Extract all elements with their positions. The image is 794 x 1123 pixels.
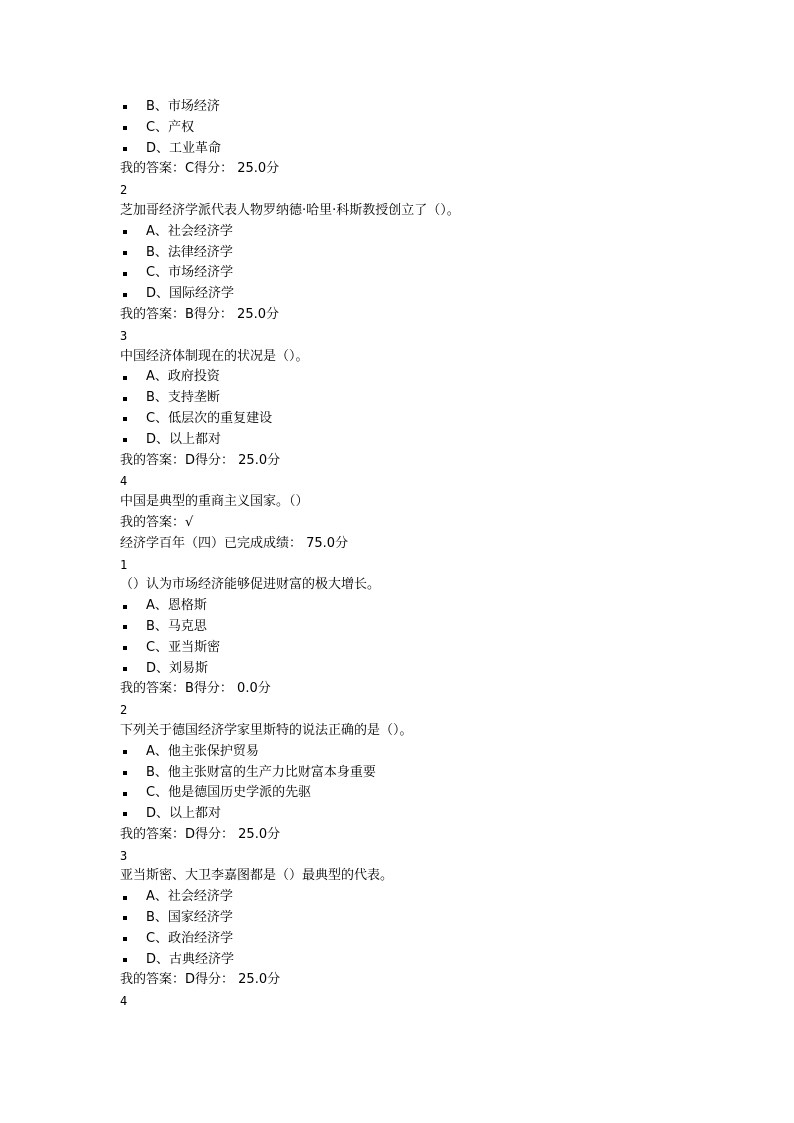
answer-option — [120, 659, 760, 680]
question-text: 中国是典型的重商主义国家。（） — [120, 494, 309, 510]
question-number: 1 — [120, 557, 128, 572]
question-number: 4 — [120, 994, 128, 1009]
option-text: B、市场经济 — [146, 99, 220, 114]
answer-option — [120, 908, 760, 929]
answer-option — [120, 409, 760, 430]
question-text: 芝加哥经济学派代表人物罗纳德·哈里·科斯教授创立了（）。 — [120, 202, 460, 218]
answer-option — [120, 222, 760, 243]
my-answer: 我的答案：D — [120, 452, 196, 468]
option-text: B、国家经济学 — [146, 910, 233, 926]
my-answer: 我的答案：B — [120, 681, 194, 697]
answer-option — [120, 929, 760, 950]
answer-option — [120, 783, 760, 804]
option-text: D、以上都对 — [146, 431, 222, 447]
bullet-icon — [123, 750, 127, 754]
question-text: （）认为市场经济能够促进财富的极大增长。 — [120, 577, 381, 593]
answer-option — [120, 638, 760, 659]
answer-option — [120, 118, 760, 139]
option-text: B、支持垄断 — [146, 390, 220, 406]
answer-option — [120, 950, 760, 971]
option-text: C、市场经济学 — [146, 265, 234, 281]
bullet-icon — [123, 625, 127, 629]
answer-option — [120, 139, 760, 160]
option-text: A、恩格斯 — [146, 598, 207, 614]
question-number: 2 — [120, 703, 128, 718]
bullet-icon — [123, 105, 127, 109]
score: 得分： 25.0分 — [195, 452, 281, 468]
score: 得分： 25.0分 — [195, 972, 281, 988]
question-text: 经济学百年（四）已完成成绩： 75.0分 — [120, 535, 349, 551]
bullet-icon — [123, 605, 127, 609]
option-text: B、他主张财富的生产力比财富本身重要 — [146, 764, 376, 780]
my-answer: 我的答案：B — [120, 306, 194, 322]
option-text: C、政治经济学 — [146, 930, 234, 946]
bullet-icon — [123, 812, 127, 816]
answer-option — [120, 596, 760, 617]
score: 得分： 25.0分 — [194, 161, 280, 177]
question-number: 3 — [120, 848, 128, 863]
my-answer: 我的答案：D — [120, 826, 196, 842]
score: 得分： 25.0分 — [195, 826, 281, 842]
answer-option — [120, 263, 760, 284]
option-text: D、以上都对 — [146, 806, 222, 822]
my-answer-line — [120, 825, 760, 846]
answer-option — [120, 763, 760, 784]
option-text: C、他是德国历史学派的先驱 — [146, 785, 312, 801]
answer-option — [120, 97, 760, 118]
option-text: B、法律经济学 — [146, 244, 233, 260]
bullet-icon — [123, 417, 127, 421]
bullet-icon — [123, 376, 127, 380]
option-text: A、社会经济学 — [146, 889, 233, 905]
my-answer: 我的答案：D — [120, 972, 196, 988]
my-answer-line — [120, 451, 760, 472]
answer-option — [120, 617, 760, 638]
my-answer: 我的答案：C — [120, 161, 195, 177]
quiz-document — [120, 97, 760, 1012]
bullet-icon — [123, 293, 127, 297]
question-number: 2 — [120, 183, 128, 198]
answer-option — [120, 388, 760, 409]
bullet-icon — [123, 792, 127, 796]
option-text: C、低层次的重复建设 — [146, 410, 273, 426]
bullet-icon — [123, 126, 127, 130]
option-text: D、古典经济学 — [146, 951, 235, 967]
bullet-icon — [123, 958, 127, 962]
my-answer-line — [120, 159, 760, 180]
question-text: 亚当斯密、大卫李嘉图都是（）最典型的代表。 — [120, 868, 394, 884]
answer-option — [120, 243, 760, 264]
bullet-icon — [123, 667, 127, 671]
question-number: 3 — [120, 328, 128, 343]
my-answer-line — [120, 970, 760, 991]
bullet-icon — [123, 251, 127, 255]
my-answer-line — [120, 305, 760, 326]
bullet-icon — [123, 147, 127, 151]
option-text: D、刘易斯 — [146, 660, 209, 676]
question-text: 下列关于德国经济学家里斯特的说法正确的是（）。 — [120, 722, 413, 738]
question-text: 我的答案：√ — [120, 514, 194, 530]
answer-option — [120, 804, 760, 825]
answer-option — [120, 887, 760, 908]
option-text: A、他主张保护贸易 — [146, 743, 259, 759]
answer-option — [120, 284, 760, 305]
answer-option — [120, 742, 760, 763]
bullet-icon — [123, 230, 127, 234]
answer-option — [120, 367, 760, 388]
question-number: 4 — [120, 474, 128, 489]
question-text: 中国经济体制现在的状况是（）。 — [120, 348, 309, 364]
option-text: B、马克思 — [146, 618, 207, 634]
bullet-icon — [123, 771, 127, 775]
option-text: A、社会经济学 — [146, 223, 233, 239]
bullet-icon — [123, 397, 127, 401]
bullet-icon — [123, 438, 127, 442]
option-text: A、政府投资 — [146, 369, 220, 385]
bullet-icon — [123, 916, 127, 920]
score: 得分： 0.0分 — [193, 681, 271, 697]
option-text: D、国际经济学 — [146, 286, 235, 302]
my-answer-line — [120, 679, 760, 700]
bullet-icon — [123, 272, 127, 276]
answer-option — [120, 430, 760, 451]
bullet-icon — [123, 646, 127, 650]
bullet-icon — [123, 896, 127, 900]
option-text: D、工业革命 — [146, 140, 222, 156]
bullet-icon — [123, 937, 127, 941]
option-text: C、亚当斯密 — [146, 639, 221, 655]
option-text: C、产权 — [146, 119, 195, 135]
score: 得分： 25.0分 — [193, 306, 279, 322]
